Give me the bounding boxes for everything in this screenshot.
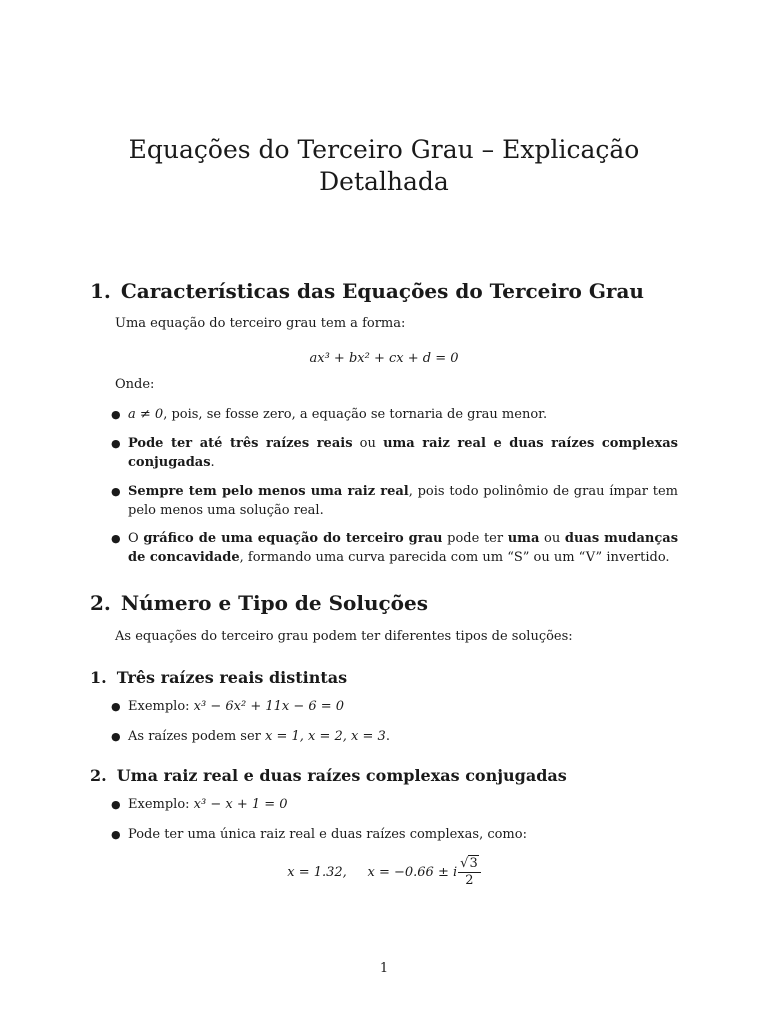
subsection-1-heading [90, 667, 347, 689]
list-item [111, 482, 678, 520]
list-item-text: Pode ter uma única raiz real e duas raízes complexas, como: [128, 827, 527, 842]
list-item-text: O [128, 531, 144, 546]
complex-roots-math: x = −0.66 ± i [367, 865, 458, 880]
subsection-2-heading [90, 765, 567, 787]
bullet-icon: ● [111, 408, 121, 421]
onde-label: Onde: [115, 377, 155, 392]
inline-math: x = 1, x = 2, x = 3 [265, 729, 386, 744]
list-item-text: . [210, 455, 215, 470]
list-item [111, 434, 679, 472]
subsection-2-title: Uma raiz real e duas raízes complexas conjugadas [116, 766, 567, 785]
subsection-1-title: Três raízes reais distintas [116, 668, 348, 687]
list-item-text: , formando uma curva parecida com um “S” ou um “V” invertido. [239, 550, 670, 565]
bold-text: Sempre tem pelo menos uma raiz real [128, 484, 409, 499]
section-1-heading [90, 278, 644, 304]
list-item [111, 795, 678, 814]
bold-text: duas mudanças de concavidade [128, 531, 679, 565]
fraction [458, 856, 481, 889]
inline-math: x³ − x + 1 = 0 [193, 797, 288, 812]
bold-text: Pode ter até três raízes reais [128, 436, 353, 451]
section-1-title: Características das Equações do Terceiro Grau [120, 279, 644, 303]
bullet-icon: ● [111, 828, 121, 841]
subsection-1-number: 1. [90, 668, 107, 687]
list-item [111, 825, 678, 844]
section-2-heading [90, 590, 428, 616]
list-item-text: pode ter [442, 531, 508, 546]
list-item [111, 697, 678, 716]
list-item [111, 529, 679, 567]
bullet-icon: ● [111, 532, 121, 545]
sqrt-icon: √ [460, 856, 469, 871]
inline-math: a ≠ 0 [128, 407, 164, 422]
section-1-intro: Uma equação do terceiro grau tem a forma: [115, 316, 406, 331]
list-item-text: ou [539, 531, 565, 546]
list-item-text: , pois todo polinômio de grau ímpar tem pelo menos uma solução real. [128, 484, 678, 518]
list-item-text: Exemplo: [128, 699, 194, 714]
bold-text: uma [507, 531, 540, 546]
list-item-text: ou [352, 436, 384, 451]
bullet-icon: ● [111, 798, 121, 811]
cubic-general-form-equation: ax³ + bx² + cx + d = 0 [309, 351, 459, 366]
subsection-2-number: 2. [90, 766, 107, 785]
list-item [111, 727, 678, 746]
section-2-number: 2. [90, 591, 111, 615]
complex-roots-equation [90, 856, 678, 889]
section-2-title: Número e Tipo de Soluções [120, 591, 428, 615]
list-item-text: , pois, se fosse zero, a equação se tornaria de grau menor. [163, 407, 548, 422]
section-1-number: 1. [90, 279, 111, 303]
list-item-text: . [385, 729, 390, 744]
fraction-numerator: 3 [469, 856, 478, 871]
list-item-text: Exemplo: [128, 797, 194, 812]
bullet-icon: ● [111, 700, 121, 713]
list-item-text: As raízes podem ser [128, 729, 265, 744]
section-2-intro: As equações do terceiro grau podem ter diferentes tipos de soluções: [115, 629, 573, 644]
bullet-icon: ● [111, 730, 121, 743]
page-title: Equações do Terceiro Grau – Explicação Detalhada [128, 135, 640, 196]
bullet-icon: ● [111, 485, 121, 498]
fraction-denominator: 2 [465, 873, 474, 888]
bold-text: uma raiz real e duas raízes complexas conjugadas [128, 436, 679, 470]
bold-text: gráfico de uma equação do terceiro grau [143, 531, 443, 546]
bullet-icon: ● [111, 437, 121, 450]
inline-math: x³ − 6x² + 11x − 6 = 0 [193, 699, 345, 714]
list-item [111, 405, 678, 424]
page-number: 1 [379, 961, 389, 976]
real-root-math: x = 1.32, [287, 865, 347, 880]
